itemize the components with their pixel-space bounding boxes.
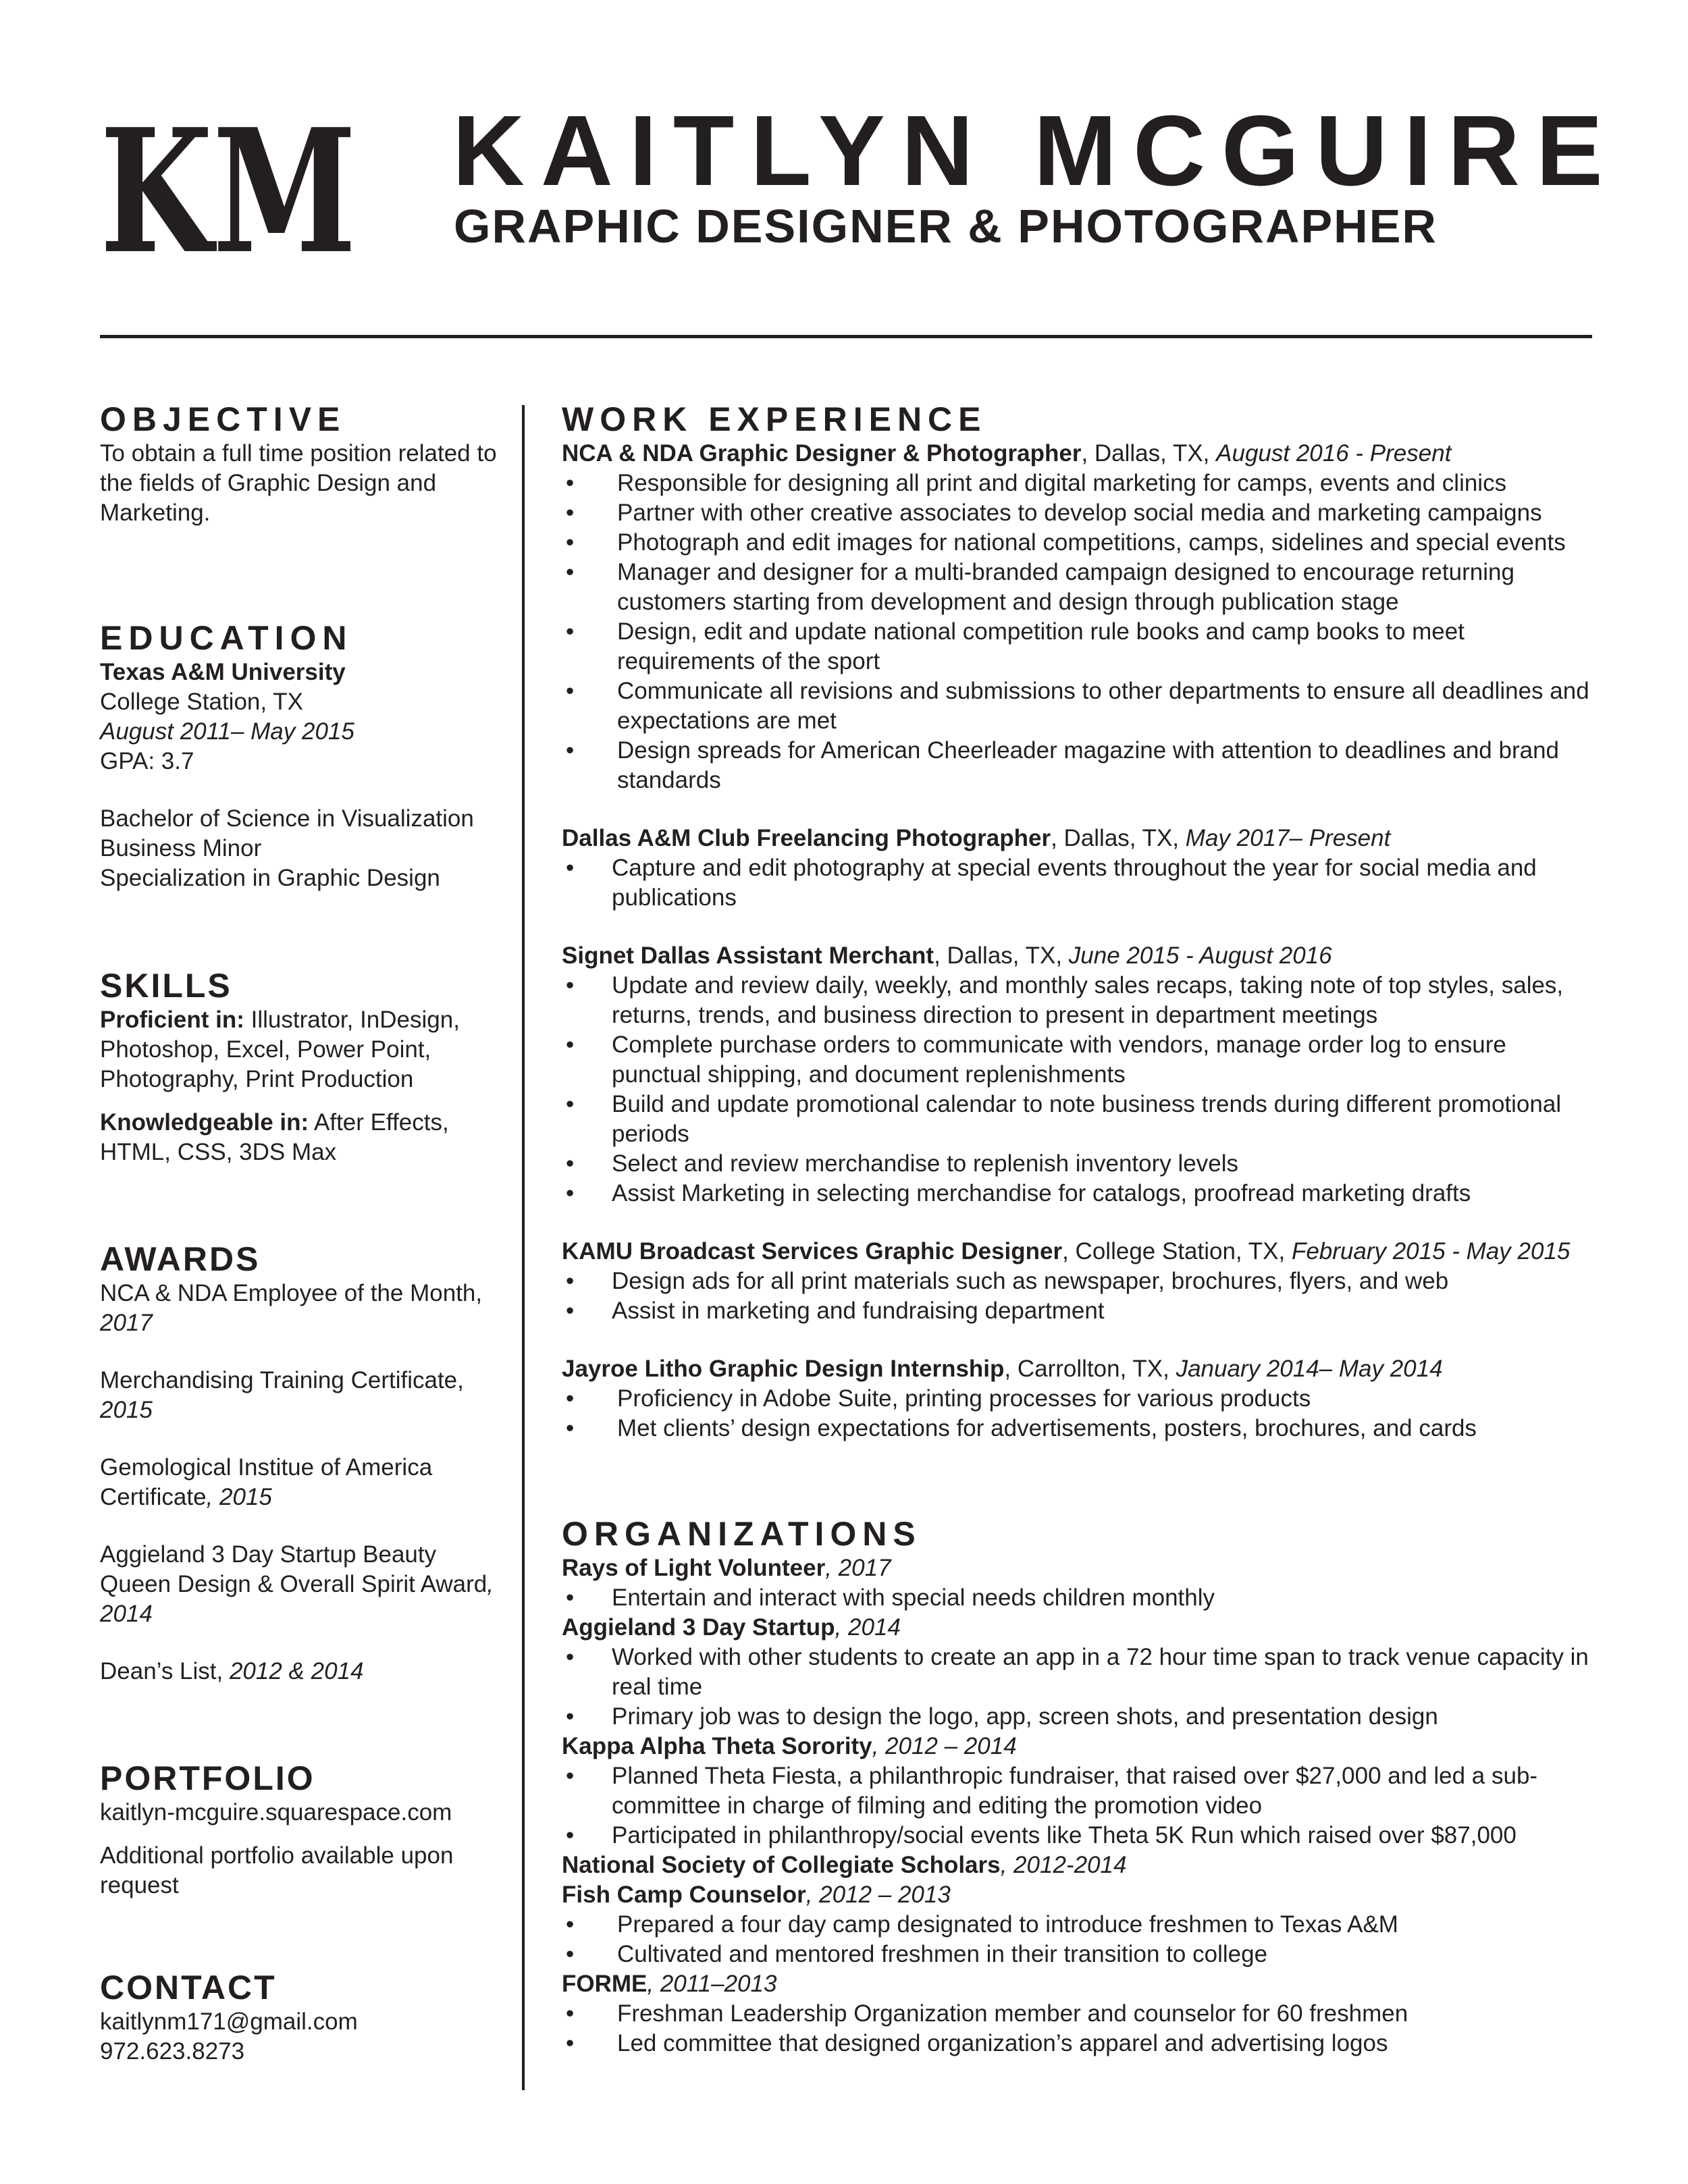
education-section	[100, 618, 505, 893]
svg-text:KM: KM	[100, 92, 357, 292]
job-dates: May 2017– Present	[1185, 825, 1391, 851]
list-item: • Photograph and edit images for national competitions, camps, sidelines and special events	[562, 528, 1595, 558]
skills-knowledgeable-label: Knowledgeable in:	[100, 1109, 309, 1136]
list-item: • Responsible for designing all print and digital marketing for camps, events and clinics	[562, 469, 1595, 498]
education-specialization: Specialization in Graphic Design	[100, 865, 440, 891]
award-text: Gemological Institue of America Certificate	[100, 1454, 433, 1510]
resume-title: GRAPHIC DESIGNER & PHOTOGRAPHER	[454, 200, 1438, 252]
job-entry	[562, 1237, 1595, 1326]
list-item: • Worked with other students to create an app in a 72 hour time span to track venue capacity in real time	[562, 1643, 1595, 1702]
contact-section	[100, 1968, 505, 2067]
job-dates: June 2015 - August 2016	[1068, 942, 1332, 969]
list-item: • Met clients’ design expectations for advertisements, posters, brochures, and cards	[562, 1414, 1595, 1443]
org-name: Fish Camp Counselor	[562, 1882, 806, 1908]
job-title: Dallas A&M Club Freelancing Photographer	[562, 825, 1051, 851]
list-item: • Planned Theta Fiesta, a philanthropic fundraiser, that raised over $27,000 and led a sub-committee in charge of filming and editing the promotion video	[562, 1761, 1595, 1821]
award-item	[100, 1279, 505, 1338]
job-entry	[562, 824, 1595, 913]
list-item: • Build and update promotional calendar to note business trends during different promotional periods	[562, 1090, 1595, 1149]
awards-section	[100, 1240, 505, 1686]
list-item: • Assist Marketing in selecting merchandise for catalogs, proofread marketing drafts	[562, 1179, 1595, 1208]
education-dates: August 2011– May 2015	[100, 718, 354, 745]
work-heading: WORK EXPERIENCE	[562, 400, 987, 438]
resume-name: KAITLYN MCGUIRE	[452, 95, 1619, 207]
job-location: , Dallas, TX,	[1051, 825, 1186, 851]
job-entry	[562, 439, 1595, 795]
portfolio-heading: PORTFOLIO	[100, 1759, 315, 1797]
job-bullets	[562, 469, 1595, 795]
list-item: • Participated in philanthropy/social events like Theta 5K Run which raised over $87,000	[562, 1821, 1595, 1850]
job-bullets	[562, 971, 1595, 1208]
list-item: • Communicate all revisions and submissions to other departments to ensure all deadlines and expectations are met	[562, 676, 1595, 736]
job-entry	[562, 941, 1595, 1208]
job-header	[562, 941, 1595, 971]
job-header	[562, 824, 1595, 853]
org-entry	[562, 1732, 1595, 1850]
list-item: • Led committee that designed organization’s apparel and advertising logos	[562, 2029, 1595, 2058]
list-item: • Partner with other creative associates to develop social media and marketing campaigns	[562, 498, 1595, 528]
job-bullets	[562, 853, 1595, 913]
job-location: , College Station, TX,	[1062, 1238, 1292, 1264]
column-divider	[522, 405, 525, 2090]
list-item: • Capture and edit photography at special events throughout the year for social media and publications	[562, 853, 1595, 913]
org-name: Kappa Alpha Theta Sorority	[562, 1733, 872, 1759]
contact-email[interactable]: kaitlynm171@gmail.com	[100, 2008, 358, 2035]
list-item: • Entertain and interact with special needs children monthly	[562, 1583, 1595, 1613]
award-year: 2015	[100, 1397, 153, 1423]
org-entry	[562, 1969, 1595, 2058]
list-item: • Cultivated and mentored freshmen in their transition to college	[562, 1940, 1595, 1969]
org-header	[562, 1880, 1595, 1910]
list-item: • Complete purchase orders to communicate with vendors, manage order log to ensure punctual shipping, and document replenishments	[562, 1030, 1595, 1090]
skills-proficient-text: Illustrator, InDesign, Photoshop, Excel, Power Point, Photography, Print Production	[100, 1007, 460, 1092]
skills-heading: SKILLS	[100, 967, 232, 1005]
org-bullets	[562, 1761, 1595, 1850]
job-header	[562, 1237, 1595, 1267]
header-divider	[100, 335, 1592, 338]
skills-proficient-label: Proficient in:	[100, 1007, 244, 1033]
job-header	[562, 439, 1595, 469]
org-entry	[562, 1880, 1595, 1969]
job-title: Signet Dallas Assistant Merchant	[562, 942, 934, 969]
objective-heading: OBJECTIVE	[100, 400, 346, 438]
org-name: Aggieland 3 Day Startup	[562, 1614, 835, 1641]
org-header	[562, 1553, 1595, 1583]
portfolio-note: Additional portfolio available upon request	[100, 1842, 454, 1898]
list-item: • Prepared a four day camp designated to introduce freshmen to Texas A&M	[562, 1910, 1595, 1940]
list-item: • Design ads for all print materials such as newspaper, brochures, flyers, and web	[562, 1267, 1595, 1296]
org-bullets	[562, 1910, 1595, 1969]
km-monogram-logo	[100, 92, 357, 292]
org-header	[562, 1613, 1595, 1643]
objective-section	[100, 400, 505, 528]
job-dates: January 2014– May 2014	[1176, 1356, 1443, 1382]
org-name: FORME	[562, 1971, 648, 1997]
job-bullets	[562, 1267, 1595, 1326]
org-dates: , 2017	[825, 1555, 891, 1581]
org-dates: , 2014	[835, 1614, 901, 1641]
award-year: , 2015	[206, 1484, 272, 1510]
job-dates: February 2015 - May 2015	[1291, 1238, 1571, 1264]
award-text: Aggieland 3 Day Startup Beauty Queen Design & Overall Spirit Award	[100, 1541, 487, 1597]
list-item: • Select and review merchandise to replenish inventory levels	[562, 1149, 1595, 1179]
list-item: • Design, edit and update national competition rule books and camp books to meet requirements of the sport	[562, 617, 1595, 676]
org-name: National Society of Collegiate Scholars	[562, 1852, 1001, 1878]
education-heading: EDUCATION	[100, 619, 353, 657]
org-name: Rays of Light Volunteer	[562, 1555, 826, 1581]
org-header	[562, 1732, 1595, 1761]
job-bullets	[562, 1384, 1595, 1443]
organizations-heading: ORGANIZATIONS	[562, 1515, 922, 1553]
org-entry	[562, 1553, 1595, 1613]
portfolio-link[interactable]: kaitlyn-mcguire.squarespace.com	[100, 1799, 452, 1826]
sidebar	[100, 400, 505, 2067]
list-item: • Design spreads for American Cheerleader magazine with attention to deadlines and brand standards	[562, 736, 1595, 795]
job-dates: August 2016 - Present	[1216, 440, 1452, 467]
contact-phone: 972.623.8273	[100, 2038, 245, 2065]
skills-knowledgeable-text: After Effects, HTML, CSS, 3DS Max	[100, 1109, 449, 1165]
org-dates: , 2012 – 2014	[872, 1733, 1017, 1759]
list-item: • Manager and designer for a multi-branded campaign designed to encourage returning customers starting from development and design through publication stage	[562, 558, 1595, 617]
job-location: , Dallas, TX,	[934, 942, 1069, 969]
org-dates: , 2012-2014	[1000, 1852, 1127, 1878]
award-item	[100, 1366, 505, 1425]
award-text: Merchandising Training Certificate,	[100, 1367, 464, 1393]
education-school: Texas A&M University	[100, 659, 346, 685]
portfolio-section	[100, 1759, 505, 1900]
award-item	[100, 1540, 505, 1629]
list-item: • Primary job was to design the logo, app, screen shots, and presentation design	[562, 1702, 1595, 1732]
award-text: NCA & NDA Employee of the Month,	[100, 1280, 483, 1306]
award-item	[100, 1453, 505, 1512]
job-location: , Dallas, TX,	[1081, 440, 1217, 467]
job-title: KAMU Broadcast Services Graphic Designer	[562, 1238, 1063, 1264]
org-bullets	[562, 1643, 1595, 1732]
objective-text: To obtain a full time position related to the fields of Graphic Design and Marketing.	[100, 440, 497, 526]
org-dates: , 2012 – 2013	[806, 1882, 951, 1908]
education-gpa: GPA: 3.7	[100, 748, 194, 774]
main-content	[562, 400, 1595, 2058]
job-entry	[562, 1354, 1595, 1443]
org-bullets	[562, 1583, 1595, 1613]
award-year: 2017	[100, 1310, 153, 1336]
list-item: • Freshman Leadership Organization member and counselor for 60 freshmen	[562, 1999, 1595, 2029]
education-degree: Bachelor of Science in Visualization	[100, 805, 474, 832]
org-header	[562, 1969, 1595, 1999]
org-entry	[562, 1613, 1595, 1732]
job-title: Jayroe Litho Graphic Design Internship	[562, 1356, 1005, 1382]
list-item: • Assist in marketing and fundraising department	[562, 1296, 1595, 1326]
list-item: • Update and review daily, weekly, and monthly sales recaps, taking note of top styles, sales, returns, trends, and business direction to present in department meetings	[562, 971, 1595, 1030]
skills-knowledgeable	[100, 1108, 505, 1167]
org-entry	[562, 1850, 1595, 1880]
award-item	[100, 1657, 505, 1686]
skills-section	[100, 966, 505, 1167]
org-header	[562, 1850, 1595, 1880]
job-header	[562, 1354, 1595, 1384]
job-title: NCA & NDA Graphic Designer & Photographer	[562, 440, 1082, 467]
awards-heading: AWARDS	[100, 1240, 261, 1278]
org-dates: , 2011–2013	[647, 1971, 777, 1997]
award-year: , 2014	[100, 1571, 494, 1627]
award-year: 2012 & 2014	[229, 1658, 364, 1684]
award-text: Dean’s List,	[100, 1658, 230, 1684]
contact-heading: CONTACT	[100, 1969, 277, 2006]
org-bullets	[562, 1999, 1595, 2058]
education-location: College Station, TX	[100, 689, 303, 715]
list-item: • Proficiency in Adobe Suite, printing processes for various products	[562, 1384, 1595, 1414]
education-minor: Business Minor	[100, 835, 262, 861]
skills-proficient	[100, 1005, 505, 1094]
job-location: , Carrollton, TX,	[1004, 1356, 1176, 1382]
